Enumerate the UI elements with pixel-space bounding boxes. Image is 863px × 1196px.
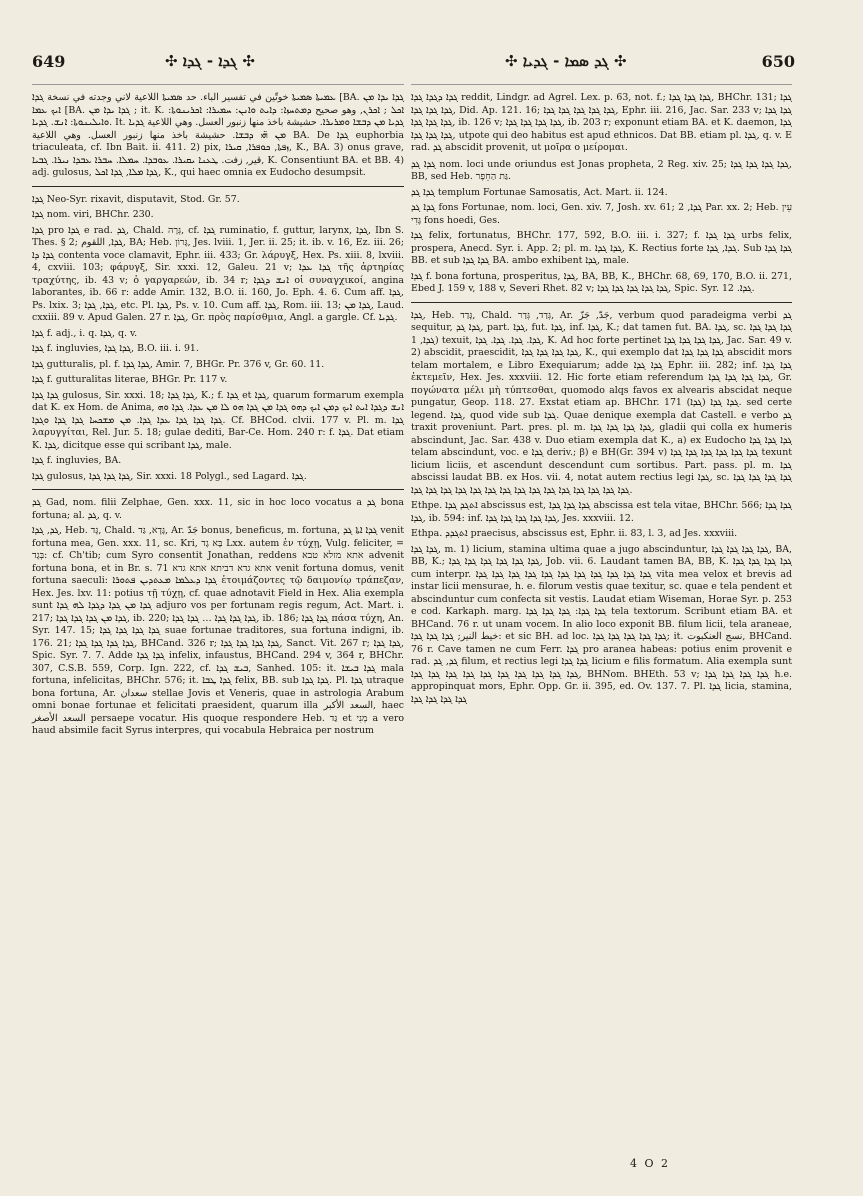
entry: ܓܕ, ܓܕܐ, Heb. גָּד, Chald. גָּדָא, גַּד, Ar. جَدّ bonus, beneficus, m. fortuna, ܓܕܐ ܐܬܐ ܓܕ venit fortuna mea, Gen. xxx. 11, sc. Kri, בָּא גָד Lxx. autem ἐν τύχῃ, Vulg. feliciter, = בְּגָד: cf. Ch'tib; cum Syro consentit Jonathan, reddens אתא מזלא טבא advenit fortuna bona, et in Br. s. 71 אתא גדא דביתא אתא גדא venit fortuna domus, venit fortuna saeculi: ܓܕܐ ܕܥܠܡܐ ܡܥܬܕܝܢ ܦܬܘܪܐ ἑτοιμάζοντες τῷ δαιμονίῳ τράπεζαν, Hex. Jes. lxv. 11: potius τῇ τύχῃ, cf. quae adnotavit Field in Hex. Alia exempla sunt ܓܕܐ ܡܢ ܓܕܐ ܕܓܕܐ ܠܗ ܓܕܐ adjuro vos per fortunam regis regum, Act. Mart. i. 217; ܓܕܐ ܡܢ ܓܕܐ ܓܕܐ ܓܕܐ, ib. 220; ܓܕܐ ܓܕܐ ܓܕܐ … ܓܕܐ ܓܕܐ, ib. 186; ܓܕܐ ܓܕܐ πάσα τύχη, An. Syr. 147. 15; ܓܕܐ ܓܕܐ ܓܕܐ ܓܕܐ suae fortunae traditores, sua fortuna indigni, ib. 176. 21; ܓܕܐ ܓܕܐ ܓܕܐ ܓܕܐ, BHCand. 326 r; ܓܕܐ ܓܕܐ ܓܕܐ ܓܕܐ, Sanct. Vit. 267 r; ܓܕܐ ܓܕܐ, Spic. Syr. 7. 7. Adde ܓܕܐ ܓܕܐ infelix, infaustus, BHCand. 294 v, 364 r, BHChr. 307, C.S.B. 559, Corp. Ign. 222, cf. ܒܝܫ ܓܕܐ, Sanhed. 105: it. ܓܕܐ ܒܝܫܐ mala fortuna, infelicitas, BHChr. 576; it. ܓܕܐ ܛܒܐ felix, BB. sub ܓܕܐ ܓܕܐ. Pl. ܓܕܐ utraque bona fortuna, Ar. سعدان stellae Jovis et Veneris, quae in astrologia Arabum omni bonae fortunae et felicitati praesident, quarum illa السعد الأكبر, haec السعد الأصغر persaepe vocatur. His quoque respondere Heb. גַּד et מְנִי a vero haud absimile facit Syrus interpres, qui vocabula Hebraica per nostrum bbox=[32, 525, 405, 736]
entry: ܥܡܝܬܐ ܣܡܝܬܐ خوتّين في تفسير الباء. حد ܣܡܝܬܐ اللاعية لاني وجدته في نسخة ܓܕܐ [BA. ܓܕܐ ܝܕܐ ܡܢ ܐܝܟ ܥܡܐ [BA. ܓܕܐ ܝܕܐ ܡܢ ; it. K. ܐܟܠ ; ܐܟܪܢ, وهو صحيح ܕܡܬܚܙܐ: ܕܐܝܬ ܘܐܢܢ: ܚܡܝܪܐ: ܐܟܪܝܢܘܬܐ: ܘܐܝܠܝܢܘܬܐ: ܐܢܫ. ܓܕܝܐ. It. ܓܕܝܐ ܡܢ ܕܒܫܐ ܘܡܪܝܪܐ. حشيشة باخذ منها زنبور العسل. وهي اللاعية ܓܕܝܐ ܡܢ ܗ̈ܝ ܕܒܫܐ. حشيشة باخذ منها زنبور العسل. وهي اللاعية BA. De ܓܕܐ euphorbia triaculeata, cf. Ibn Bait. ii. 411. 2) pix, ܙܦܬܐ, ܟܘܦܪܐ, ܩܝܪܐ, K., BA. 3) onus grave, قير, زفت. ܛܥܢܐ ܝܩܝܪܐ. ܥܘܒܕܐ. ܚܡܠܐ. ܚܒܪܐ ܥܒܕܐ ܢܝܪܐ. ܓܒܝܐ, K. Consentiunt BA. et BB. 4) adj. gulosus, ܓܕܐ ܡܠܐ, ܓܕܐ ܐܟܠ, K., qui haec omnia ex Eudocho desumpsit. bbox=[32, 92, 405, 178]
entry: ܓܕܐ f. ingluvies, BA. bbox=[32, 455, 122, 466]
right-running-title: ✣ ܓܕ ܣܡܐ - ܓܕܝܐ ✣ bbox=[505, 52, 627, 70]
entry: Ethpe. ܐܬܓܕ ܓܕܐ abscissus est, ܓܕܐ ܓܕܐ ܓܕܐ abscissa est tela vitae, BHChr. 566; ܓܕܐ ܓܕܐ ܓܕܐ, ib. 594: inf. ܓܕܐ ܓܕܐ ܓܕܐ ܓܕܐ ܓܕܐ, Jes. xxxviii. 12. bbox=[411, 500, 792, 524]
entry: ܓܕܐ f. bona fortuna, prosperitus, ܓܕܐ, BA, BB, K., BHChr. 68, 69, 170, B.O. ii. 271, Ebed J. 159 v, 188 v, Severi Rhet. 82 v; ܓܕܐ ܓܕܐ ܓܕܐ ܓܕܐ ܓܕܐ, Spic. Syr. ܓܕܐ. 12. bbox=[411, 270, 792, 294]
header-rule-left bbox=[32, 84, 404, 85]
entry: ܓܕܐ gulosus, ܓܕܐ ܓܕܐ ܓܕܐ, Sir. xxxi. 18 Polygl., sed Lagard. ܓܕܐ. bbox=[32, 470, 307, 482]
entry: ܓܕܐ ܓܕܐ gulosus, Sir. xxxi. 18; ܓܕܐ ܓܕܐ, K.; f. ܓܕܐ et ܓܕܐ, quarum formarum exempla dat K. ex Hom. de Anima, ܐܢܫ ܕܓܕܐ ܐܝܬ ܐܝܟ ܕܡܢ ܐܝܟ ܕܗܘ ܓܕܐ ܡܢ ܓܕܐ ܗܘ ܠܐ ܡܢ ܥܕܐ. ܓܕܐ ܘܗ ܓܕܐ ܓܕܐ ܓܕܐ ܥܕܐ ܓܕܐ. ܡܢ ܡܫܟܚܐ ܓܕܐ ܓܕܐ ܘܓܕܐ. Cf. BHCod. clvii. 177 v. Pl. m. ܓܕܐ λαρυγγίται, Rel. Jur. 5. 18; gulae dediti, Bar-Ce. Hom. 240 r: f. ܓܕܐ. Dat etiam K. ܓܕܐ, dicitque esse qui scribant ܓܕܐ, male. bbox=[32, 389, 405, 451]
entry: ܓܕܐ pro ܓܕܐ e rad. ܓܕ, Chald. גְּרָה, cf. ܓܕܐ ruminatio, f. guttur, larynx, ܓܕܐ, Ibn S. Thes. § 2; ܓܕܐ, اللقوم, BA; Heb. גָּרוֹן, Jes. lviii. 1, Jer. ii. 25; it. ib. v. 16, Ez. iii. 26; ܓܕܐ ܕܐ contenta voce clamavit, Ephr. iii. 433; Gr. λάρυγξ, Hex. Ps. xiii. 8, lxviii. 4, cxviii. 103; φάρυγξ, Sir. xxxi. 12, Galeu. 21 v; ܓܕܐ ܥܕܐ τῆς ἀρτηρίας τραχύτης, ib. 43 v; ὁ γαργαρεών, ib. 34 r; ܐܢܫ ܕܓܕܐ οἱ συναγχικοί, angina laborantes, ib. 66 r: adde Amir. 132, B.O. ii. 160, Jo. Eph. 4. 6. Cum aff. ܓܕܐ, Ps. lxix. 3; ܓܕܐ, ܓܕܐ, etc. Pl. ܓܕܐ, Ps. v. 10. Cum aff. ܓܕܐ, Rom. iii. 13; ܓܕܐ ܡܢ, Laud. cxxiii. 89 v. Apud Galen. 27 r. ܓܕܐ, Gr. πρὸς παρίσθμια, Angl. a gargle. Cf. ܓܕܝܐ. bbox=[32, 224, 404, 323]
right-page-number: 650 bbox=[761, 52, 795, 71]
right-column bbox=[411, 92, 792, 709]
entry: ܓܕܐ gutturalis, pl. f. ܓܕܐ ܓܕܐ, Amir. 7, BHGr. Pr. 376 v, Gr. 60. 11. bbox=[32, 358, 325, 370]
entry: ܓܕܐ ܓܕ nom. loci unde oriundus est Jonas propheta, 2 Reg. xiv. 25; ܓܕܐ ܓܕܐ ܓܕܐ ܓܕܐ, BB, sed Heb. גַּת הַחֵפֶר. bbox=[411, 158, 792, 182]
entry: ܓܕܐ ܕܓܕܐ ܓܕܐ reddit, Lindgr. ad Agrel. Lex. p. 63, not. f.; ܓܕܐ ܓܕܐ ܓܕܐ, BHChr. 131; ܓܕܐ ܓܕܐ ܓܕܐ ܓܕܐ, Did. Ap. 121. 16; ܓܕܐ ܓܕܐ ܓܕܐ ܓܕܐ ܓܕܐ, Ephr. iii. 216, Jac. Sar. 233 v; ܓܕܐ ܓܕܐ ܓܕܐ ܓܕܐ ܓܕܐ, ib. 126 v; ܓܕܐ ܓܕܐ ܓܕܐ ܓܕܐ, ib. 203 r; exponunt etiam BA. et K. daemon, ܓܕܐ ܓܕܐ ܓܕܐ ܓܕܐ, utpote qui deo habitus est apud ethnicos. Dat BB. etiam pl. ܓܕܐ, q. v. E rad. ܓܕ abscidit provenit, ut μοῖρα ο μείρομαι. bbox=[411, 92, 792, 153]
entry: ܓܕܐ f. adj., i. q. ܓܕܐ, q. v. bbox=[32, 327, 138, 339]
entry: ܓܕܐ f. gutturalitas literae, BHGr. Pr. 117 v. bbox=[32, 374, 228, 385]
entry-separator bbox=[411, 302, 792, 303]
page-header bbox=[0, 50, 863, 80]
left-page-number: 649 bbox=[32, 52, 66, 71]
left-column bbox=[32, 92, 404, 741]
entry: ܓܕܐ ܓܕ fons Fortunae, nom. loci, Gen. xiv. 7, Josh. xv. 61; ܓܕܐ, 2 Par. xx. 2; Heb. עֵין גֶּדִי fons hoedi, Ges. bbox=[411, 202, 792, 226]
header-rule-right bbox=[411, 84, 792, 85]
entry: ܓܕ Gad, nom. filii Zelphae, Gen. xxx. 11, sic in hoc loco vocatus a ܓܕ bona fortuna; al. ܓܕ, q. v. bbox=[32, 497, 404, 521]
entry: ܓܕܐ ܓܕ templum Fortunae Samosatis, Act. Mart. ii. 124. bbox=[411, 186, 668, 198]
entry: ܓܕܐ felix, fortunatus, BHChr. 177, 592, B.O. iii. i. 327; f. ܓܕܐ ܓܕܐ urbs felix, prospera, Anecd. Syr. i. App. 2; pl. m. ܓܕܐ ܓܕܐ, K. Rectius forte ܓܕܐ, ܓܕܐ. Sub ܓܕܐ ܓܕܐ BB. et sub ܓܕܐ ܓܕܐ BA. ambo exhibent ܓܕܐ, male. bbox=[411, 230, 793, 266]
left-running-title: ✣ ܓܕܐ - ܓܕܐ ✣ bbox=[165, 52, 255, 70]
entry: ܓܕܐ, Heb. גָּדַד, Chald. גְּדַד, גְּדַר, Ar. جَدّ, جَزّ, verbum quod paradeigma verbi ܓܕ sequitur, ܓܕܐ ܓܕ, part. ܓܕܐ, fut. ܓܕܐ, inf. ܓܕܐ, K.; dat tamen fut. BA. ܓܕܐ, sc. ܓܕܐ ܓܕܐ ܓܕܐ ܓܕܐ, 1) texuit, ܓܕܐ. ܓܕܐ. ܓܕܐ. ܓܕܐ, K. Ad hoc forte pertinet ܓܕܐ ܓܕܐ ܓܕܐ ܓܕܐ, Jac. Sar. 49 v. 2) abscidit, praescidit, ܓܕܐ ܓܕܐ ܓܕܐ ܓܕܐ, K., qui exemplo dat ܓܕܐ ܓܕܐ ܓܕܐ abscidit mors telam mortalem, e Libro Exequiarum; adde ܓܕܐ ܓܕܐ Ephr. iii. 282; inf. ܓܕܐ ܓܕܐ ἐκτεμεῖν, Hex. Jes. xxxviii. 12. Hic forte etiam referendum ܓܕܐ ܓܕܐ ܓܕܐ ܓܕܐ, Gr. πογώνατα μέλι μὴ τύπτεσθαι, quomodo alqs favos ex alvearis abscidat neque pungatur, Geop. 118. 27. Exstat etiam ap. BHChr. 171 (ܓܕܐ) ܓܕܐ ܓܕܐ. sed certe legend. ܓܕܐ, quod vide sub ܓܕܐ. Quae denique exempla dat Castell. e verbo ܓܕ traxit proveniunt. Part. pres. pl. m. ܓܕܐ ܓܕܐ ܓܕܐ ܓܕܐ, gladii qui colla ex humeris abscindunt, Jac. Sar. 438 v. Duo etiam exempla dat K., a) ex Eudocho ܓܕܐ ܓܕܐ ܓܕܐ telam abscindunt, voc. e ܓܕܐ deriv.; β) e BH(Gr. 394 v) ܓܕܐ ܓܕܐ ܓܕܐ ܓܕܐ ܓܕܐ ܓܕܐ texunt licium liciis, et ascendunt descendunt cum sortibus. Part. pass. pl. m. ܓܕܐ abscissi laudat BB. ex Hos. vii. 4, notat autem rectius legi ܓܕܐ, sc. ܓܕܐ ܓܕܐ ܓܕܐ ܓܕܐ ܓܕܐ ܓܕܐ ܓܕܐ ܓܕܐ ܓܕܐ ܓܕܐ ܓܕܐ ܓܕܐ ܓܕܐ ܓܕܐ ܓܕܐ ܓܕܐ ܓܕܐ ܓܕܐ ܓܕܐ. bbox=[411, 309, 793, 496]
signature-mark: 4 O 2 bbox=[630, 1157, 671, 1170]
entry-separator bbox=[32, 489, 404, 490]
entry: ܓܕܐ ܓܕܐ, m. 1) licium, stamina ultima quae a jugo abscinduntur, ܓܕܐ ܓܕܐ ܓܕܐ ܓܕܐ, BA, BB, K.; ܓܕܐ ܓܕܐ ܓܕܐ ܓܕܐ ܓܕܐ ܓܕܐ, Job. vii. 6. Laudant tamen BA, BB, K. ܓܕܐ ܓܕܐ ܓܕܐ ܓܕܐ cum interpr. ܓܕܐ ܓܕܐ ܓܕܐ ܓܕܐ ܓܕܐ ܓܕܐ ܓܕܐ ܓܕܐ ܓܕܐ ܓܕܐ ܓܕܐ vita mea velox et brevis ad instar licii mensurae, h. e. filorum vestis quae texitur, sc. quae e tela pendent et abscinduntur cum confecta sit vestis. Laudat etiam Wiseman, Horae Syr. p. 253 e cod. Karkaph. marg. ܓܕܐ ܓܕܐ: ܓܕܐ ܓܕܐ ܓܕܐ tela textorum. Scribunt etiam BA. et BHCand. 76 r. ut unam vocem. In alio loco exponit BB. filum licii, tela araneae, خيط النير; ܓܕܐ ܓܕܐ ܓܕܐ: et sic BH. ad loc. ܓܕܐ ܓܕܐ ܓܕܐ ܓܕܐ ܓܕܐ; it. نسج العنكبوت, BHCand. 76 r. Cave tamen ne cum Ferr. ܓܕܐ pro aranea habeas: potius enim provenit e rad. ܓܕ, ܓܕ filum, et rectius legi ܓܕܐ ܓܕܐ licium e filis formatum. Alia exempla sunt ܓܕܐ ܓܕܐ ܓܕܐ ܓܕܐ ܓܕܐ ܓܕܐ ܓܕܐ ܓܕܐ ܓܕܐ ܓܕܐ, BHNom. BHEth. 53 v; ܓܕܐ ܓܕܐ ܓܕܐ ܓܕܐ h.e. appropinquat mors, Ephr. Opp. Gr. ii. 395, ed. Ov. 137. 7. Pl. ܓܕܐ licia, stamina, ܓܕܐ ܓܕܐ ܓܕܐ ܓܕܐ bbox=[411, 543, 793, 705]
entry: ܓܕܐ f. ingluvies, ܓܕܐ ܓܕܐ, B.O. iii. i. 91. bbox=[32, 343, 199, 354]
entry: ܓܕܐ nom. viri, BHChr. 230. bbox=[32, 209, 154, 220]
entry: ܓܕܐ Neo-Syr. rixavit, disputavit, Stod. Gr. 57. bbox=[32, 193, 240, 205]
entry-separator bbox=[32, 186, 404, 187]
entry: Ethpa. ܐܬܓܕܕ praecisus, abscissus est, Ephr. ii. 83, l. 3, ad Jes. xxxviii. bbox=[411, 528, 738, 539]
